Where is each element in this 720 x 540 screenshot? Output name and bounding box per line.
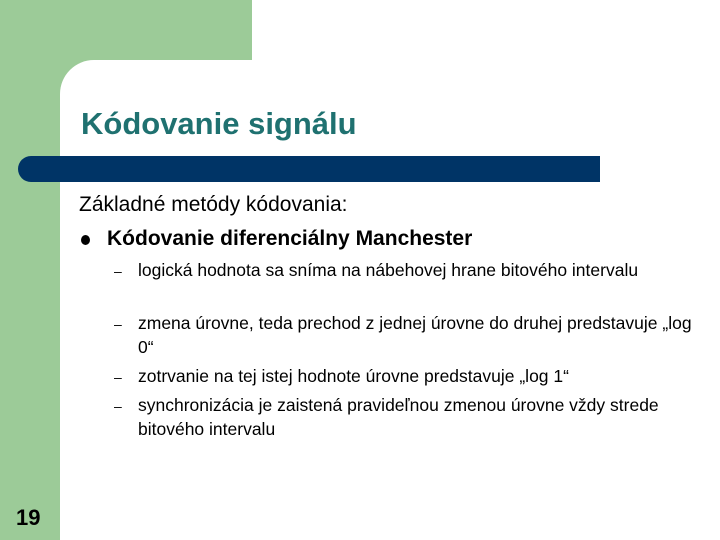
decorative-green-strip-left (0, 0, 60, 540)
bullet-dot-icon (81, 235, 90, 245)
dash-icon: – (114, 369, 122, 385)
intro-text: Základné metódy kódovania: (79, 193, 348, 216)
dash-icon: – (114, 316, 122, 332)
sub-item: zotrvanie na tej istej hodnote úrovne predstavuje „log 1“ (138, 366, 569, 386)
dash-icon: – (114, 263, 122, 279)
sub-item: synchronizácia je zaistená pravideľnou zmenou úrovne vždy strede bitového intervalu (138, 395, 659, 439)
dash-icon: – (114, 398, 122, 414)
sub-item: zmena úrovne, teda prechod z jednej úrovne do druhej predstavuje „log 0“ (138, 313, 692, 357)
title-underline-bar (18, 156, 600, 182)
slide-title: Kódovanie signálu (81, 106, 357, 141)
sub-item: logická hodnota sa sníma na nábehovej hrane bitového intervalu (138, 260, 639, 280)
page-number: 19 (16, 505, 41, 530)
bullet-heading: Kódovanie diferenciálny Manchester (107, 227, 473, 250)
